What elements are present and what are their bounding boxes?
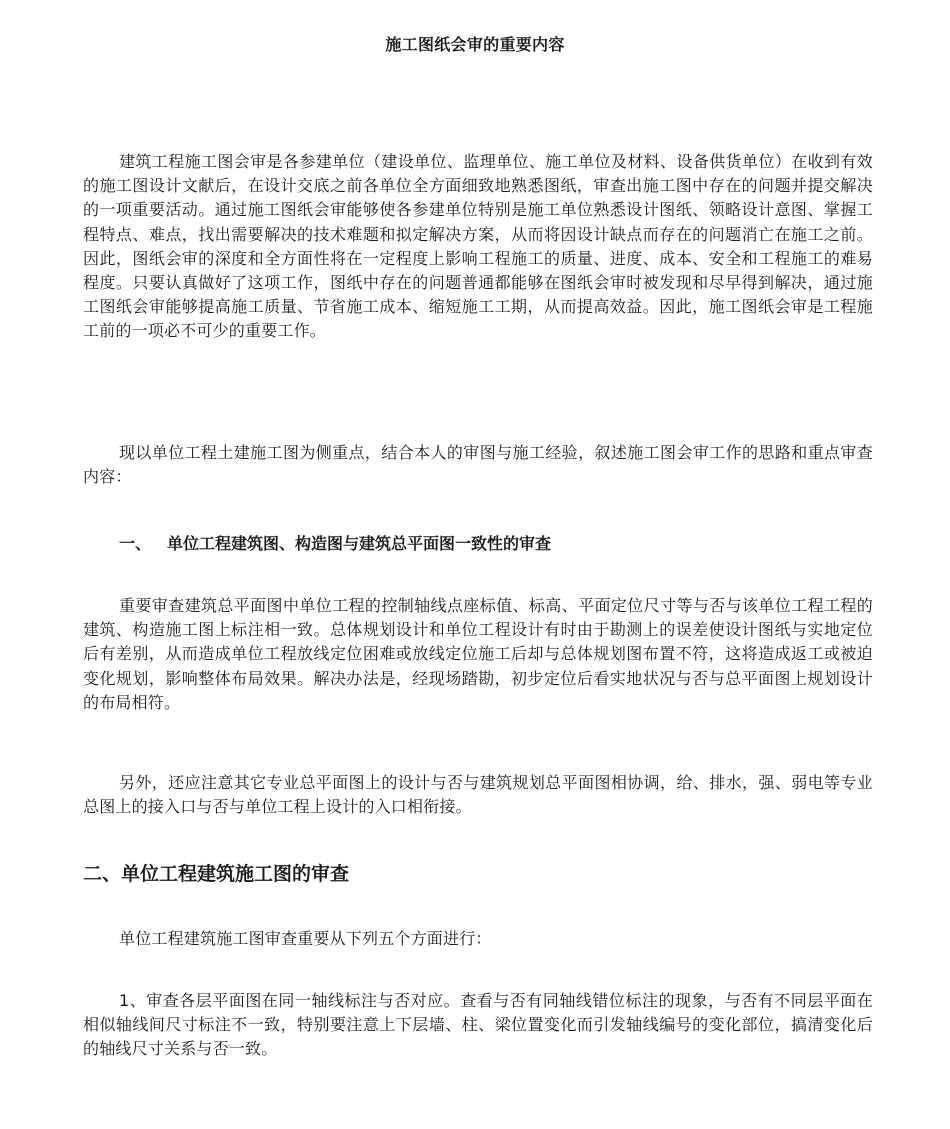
section-1-heading xyxy=(119,532,879,556)
section-1-number: 一、 xyxy=(119,534,152,553)
section-2-paragraph-1: 单位工程建筑施工图审查重要从下列五个方面进行： xyxy=(119,929,492,948)
intro-paragraph-1: 建筑工程施工图会审是各参建单位（建设单位、监理单位、施工单位及材料、设备供货单位）在收到有效的施工图设计文献后，在设计交底之前各单位全方面细致地熟悉图纸，审查出施工图中存在的问题并提交解决的一项重要活动。通过施工图纸会审能够使各参建单位特别是施工单位熟悉设计图纸、领略设计意图、掌握工程特点、难点，找出需要解决的技术难题和拟定解决方案，从而将因设计缺点而存在的问题消亡在施工之前。因此，图纸会审的深度和全方面性将在一定程度上影响工程施工的质量、进度、成本、安全和工程施工的难易程度。只要认真做好了这项工作，图纸中存在的问题普通都能够在图纸会审时被发现和尽早得到解决，通过施工图纸会审能够提高施工质量、节省施工成本、缩短施工工期，从而提高效益。因此，施工图纸会审是工程施工前的一项必不可少的重要工作。 xyxy=(83,152,873,341)
section-1-paragraph-2: 另外，还应注意其它专业总平面图上的设计与否与建筑规划总平面图相协调，给、排水，强、弱电等专业总图上的接入口与否与单位工程上设计的入口相衔接。 xyxy=(83,773,873,817)
section-2-paragraph-2: 1、审查各层平面图在同一轴线标注与否对应。查看与否有同轴线错位标注的现象，与否有不同层平面在相似轴线间尺寸标注不一致，特别要注意上下层墙、柱、梁位置变化而引发轴线编号的变化部位，搞清变化后的轴线尺寸关系与否一致。 xyxy=(83,991,873,1059)
document-title: 施工图纸会审的重要内容 xyxy=(385,35,565,54)
section-1-title: 单位工程建筑图、构造图与建筑总平面图一致性的审查 xyxy=(167,534,552,553)
section-2-heading: 二、单位工程建筑施工图的审查 xyxy=(83,863,350,885)
section-1-paragraph-1: 重要审查建筑总平面图中单位工程的控制轴线点座标值、标高、平面定位尺寸等与否与该单位工程工程的建筑、构造施工图上标注相一致。总体规划设计和单位工程设计有时由于勘测上的误差使设计图纸与实地定位后有差别，从而造成单位工程放线定位困难或放线定位施工后却与总体规划图布置不符，这将造成返工或被迫变化规划，影响整体布局效果。解决办法是，经现场踏勘，初步定位后看实地状况与否与总平面图上规划设计的布局相符。 xyxy=(83,596,873,712)
intro-paragraph-2: 现以单位工程土建施工图为侧重点，结合本人的审图与施工经验，叙述施工图会审工作的思路和重点审查内容： xyxy=(83,443,873,487)
